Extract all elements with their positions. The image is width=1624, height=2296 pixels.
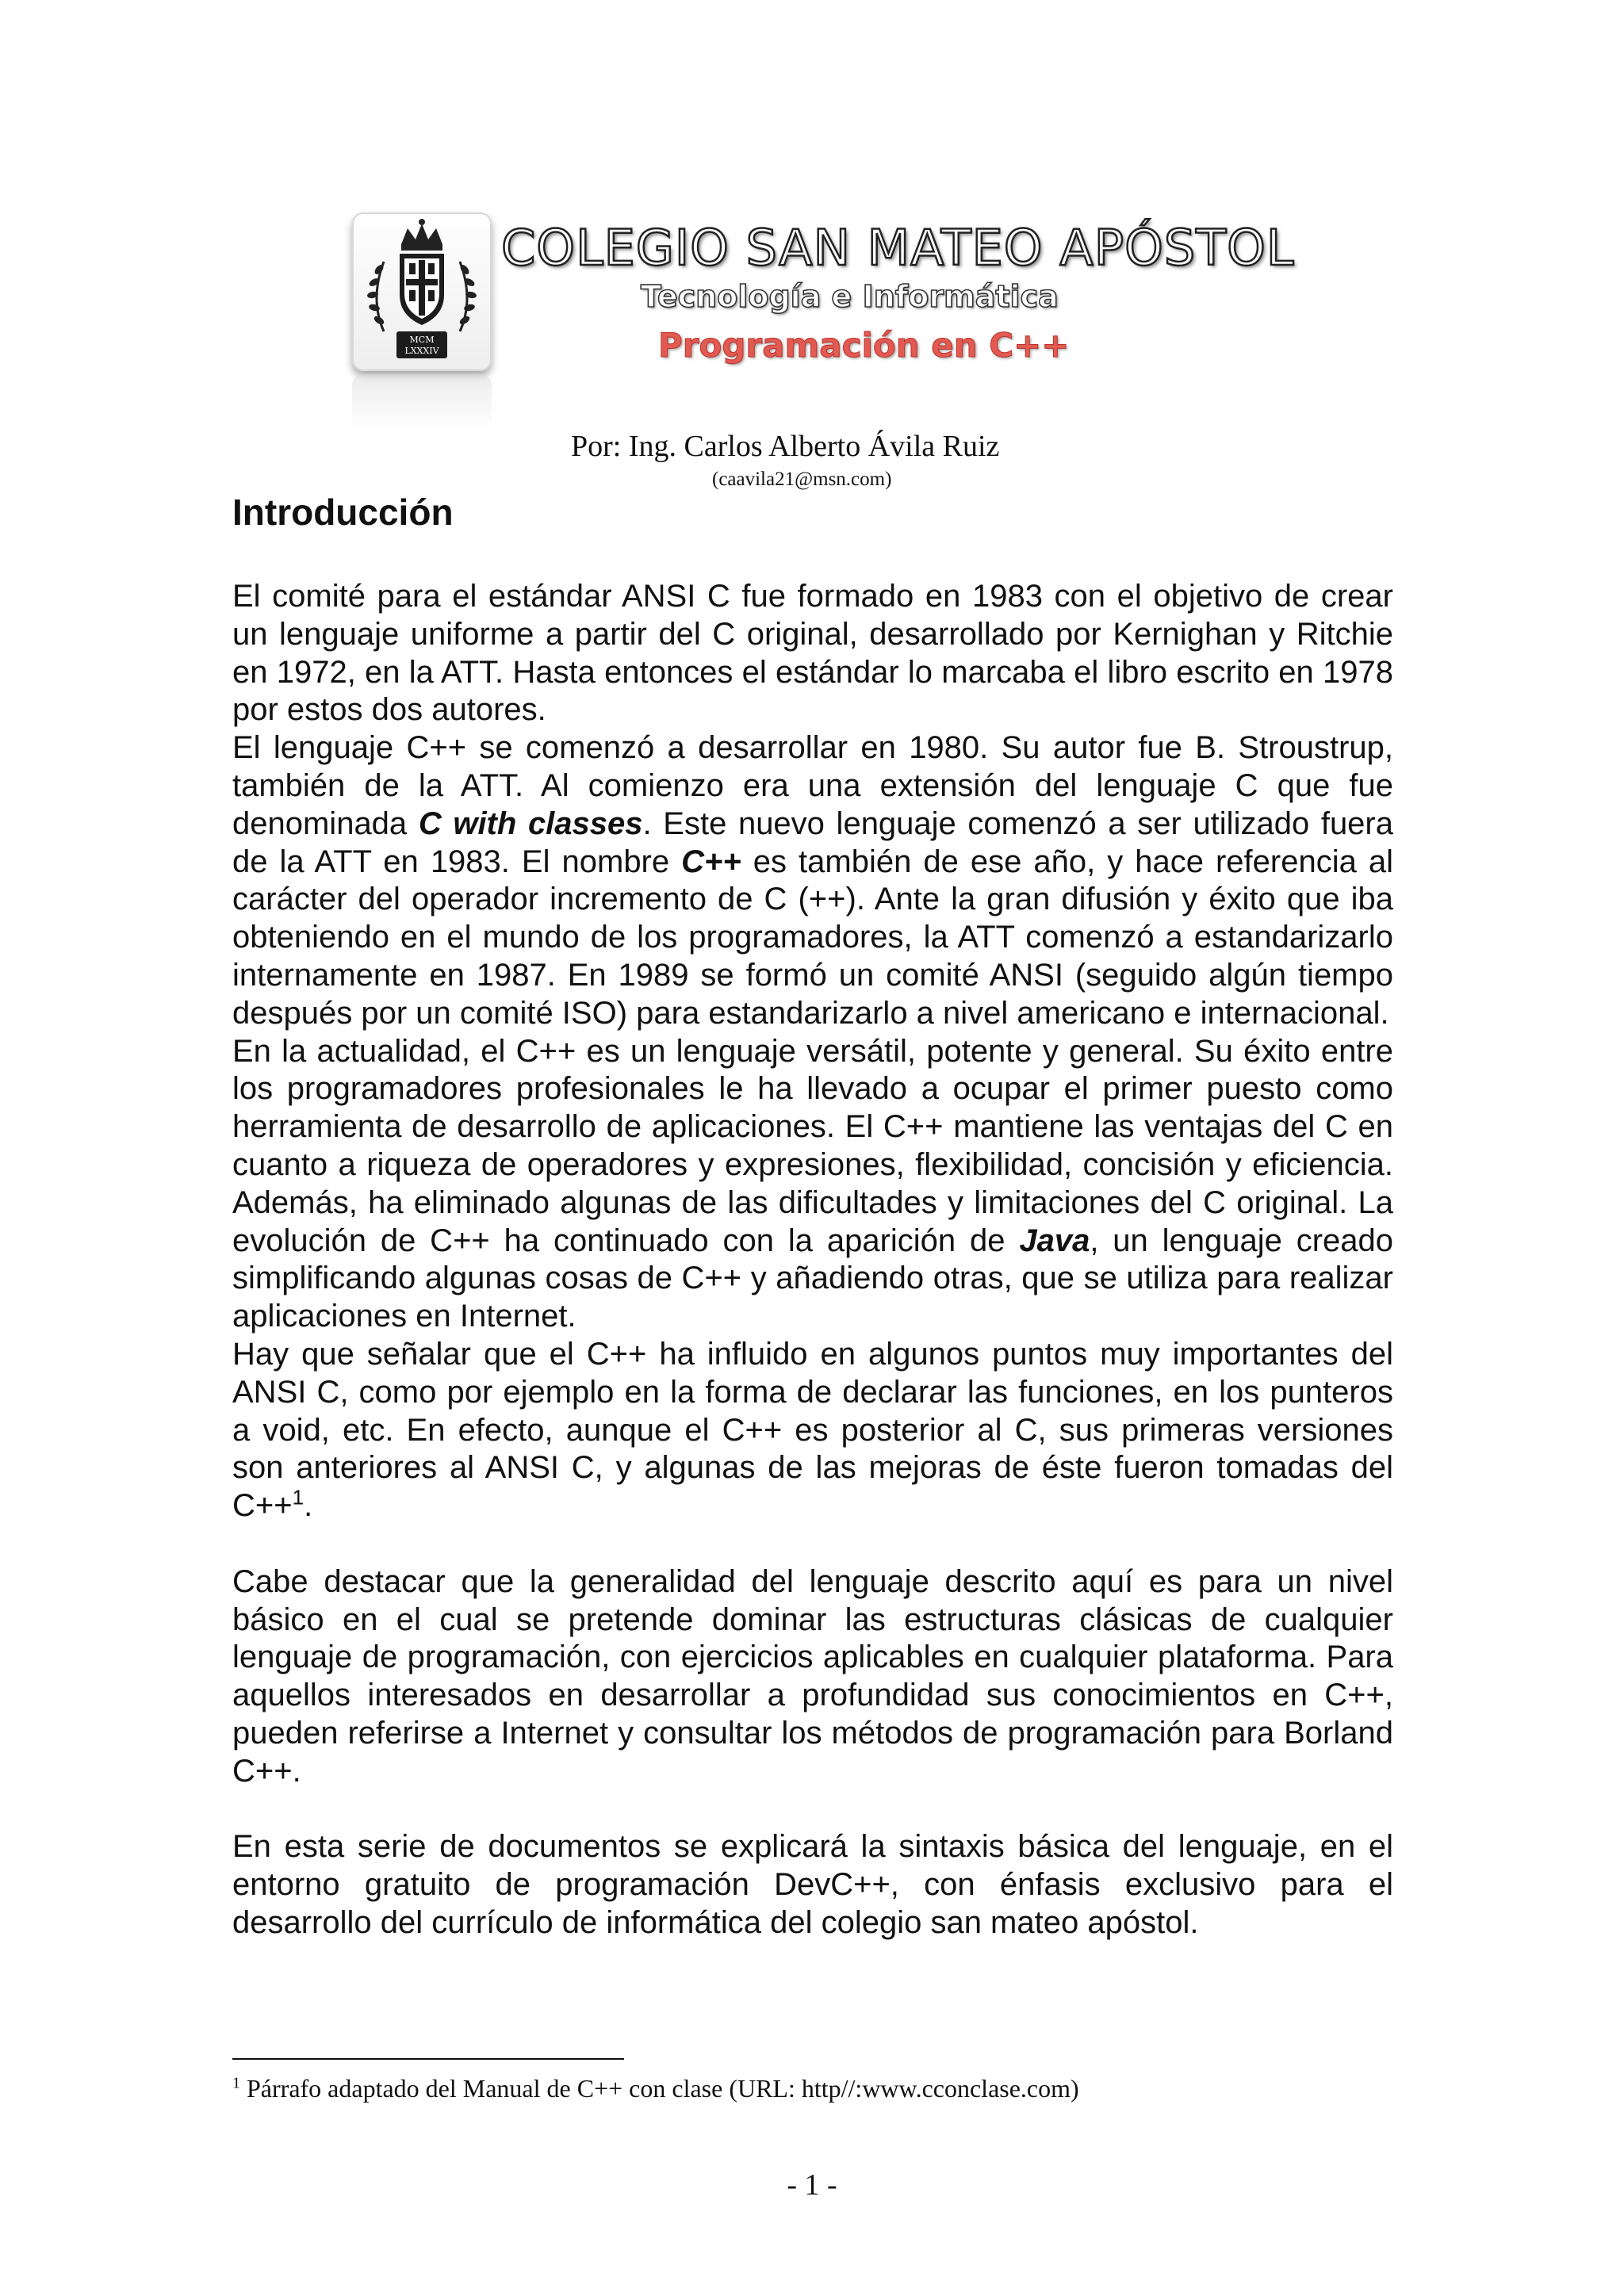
subject-title: Tecnología e Informática	[641, 279, 1059, 314]
paragraph-2-text-b: . Este nuevo lenguaje comenzó a ser utilizado fuera de la ATT en 1983. El nombre	[232, 806, 1393, 879]
paragraph-5: Cabe destacar que la generalidad del lenguaje descrito aquí es para un nivel básico en el cual se pretende dominar las estructuras clásicas de cualquier lenguaje de programación, con ejercicios aplicables en cualquier plataforma. Para aquellos interesados en desarrollar a profundidad sus conocimientos en C++, pueden referirse a Internet y consultar los métodos de programación para Borland C++.	[232, 1563, 1393, 1789]
crest-emblem-icon	[352, 212, 492, 371]
crest-motto-line1: MCM	[409, 335, 435, 345]
footnote-text: Párrafo adaptado del Manual de C++ con clase (URL: http//:www.cconclase.com)	[240, 2074, 1079, 2103]
author-byline: Por: Ing. Carlos Alberto Ávila Ruiz	[571, 430, 1000, 463]
footnote-separator	[232, 2058, 624, 2060]
school-name: COLEGIO SAN MATEO APÓSTOL	[501, 219, 1295, 277]
paragraph-3	[232, 1033, 1393, 1336]
paragraph-4-text-b: .	[304, 1488, 313, 1524]
paragraph-4-text-a: Hay que señalar que el C++ ha influido en algunos puntos muy importantes del ANSI C, como por ejemplo en la forma de declarar las funciones, en los punteros a void, etc. En efecto, aunque el C++ es posterior al C, sus primeras versiones son anteriores al ANSI C, y algunas de las mejoras de éste fueron tomadas del C++	[232, 1336, 1393, 1524]
paragraph-2	[232, 729, 1393, 1032]
paragraph-1: El comité para el estándar ANSI C fue formado en 1983 con el objetivo de crear un lenguaje uniforme a partir del C original, desarrollado por Kernighan y Ritchie en 1972, en la ATT. Hasta entonces el estándar lo marcaba el libro escrito en 1978 por estos dos autores.	[232, 579, 1393, 728]
emphasis-java: Java	[1019, 1223, 1090, 1258]
paragraph-2-text-c: es también de ese año, y hace referencia al carácter del operador incremento de C (++). Ante la gran difusión y éxito que iba obteniendo en el mundo de los programadores, la ATT comenzó a estandarizarlo internamente en 1987. En 1989 se formó un comité ANSI (seguido algún tiempo después por un comité ISO) para estandarizarlo a nivel americano e internacional.	[232, 844, 1393, 1031]
paragraph-3-text-a: En la actualidad, el C++ es un lenguaje versátil, potente y general. Su éxito entre los programadores profesionales le ha llevado a ocupar el primer puesto como herramienta de desarrollo de aplicaciones. El C++ mantiene las ventajas del C en cuanto a riqueza de operadores y expresiones, flexibilidad, concisión y eficiencia. Además, ha eliminado algunas de las dificultades y limitaciones del C original. La evolución de C++ ha continuado con la aparición de	[232, 1033, 1393, 1258]
emphasis-cpp: C++	[681, 844, 741, 879]
paragraph-3-text-b: , un lenguaje creado simplificando algunas cosas de C++ y añadiendo otras, que se utiliza para realizar aplicaciones en Internet.	[232, 1223, 1393, 1334]
body-text	[232, 578, 1393, 1942]
section-heading: Introducción	[232, 492, 454, 533]
paragraph-2-text-a: El lenguaje C++ se comenzó a desarrollar en 1980. Su autor fue B. Stroustrup, también de la ATT. Al comienzo era una extensión del lenguaje C que fue denominada	[232, 730, 1393, 841]
paragraph-4	[232, 1336, 1393, 1525]
page-number: - 1 -	[787, 2168, 837, 2202]
author-email: (caavila21@msn.com)	[712, 469, 892, 490]
crest-reflection	[352, 374, 492, 430]
school-crest-logo	[352, 212, 492, 371]
footnote-reference: 1	[292, 1485, 304, 1510]
paragraph-6: En esta serie de documentos se explicará la sintaxis básica del lenguaje, en el entorno gratuito de programación DevC++, con énfasis exclusivo para el desarrollo del currículo de informática del colegio san mateo apóstol.	[232, 1829, 1393, 1940]
crest-motto-line2: LXXXIV	[404, 346, 439, 356]
footnote	[232, 2072, 1342, 2104]
course-title: Programación en C++	[658, 326, 1070, 365]
emphasis-c-with-classes: C with classes	[418, 806, 643, 841]
footnote-marker: 1	[232, 2074, 240, 2092]
